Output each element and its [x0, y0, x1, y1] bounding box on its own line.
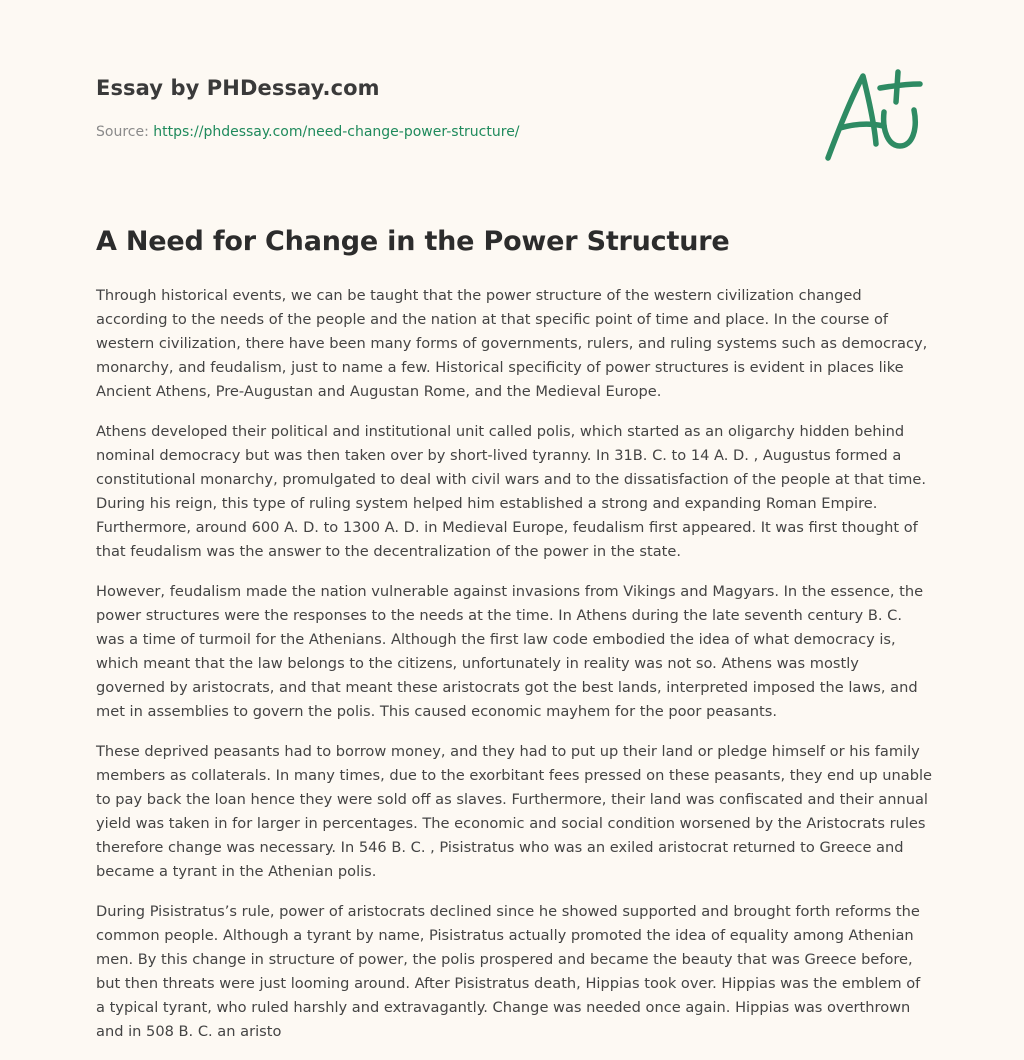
a-plus-logo-icon [818, 66, 928, 166]
essay-body [96, 284, 932, 1060]
essay-paragraph: During Pisistratus’s rule, power of aristocrats declined since he showed supported and brought forth reforms the common people. Although a tyrant by name, Pisistratus actually promoted the idea of equality among Athenian men. By this change in structure of power, the polis prospered and became the beauty that was Greece before, but then threats were just looming around. After Pisistratus death, Hippias took over. Hippias was the emblem of a typical tyrant, who ruled harshly and extravagantly. Change was needed once again. Hippias was overthrown and in 508 B. C. an aristo [96, 903, 921, 1040]
site-name: Essay by PHDessay.com [96, 76, 380, 100]
essay-title: A Need for Change in the Power Structure [96, 226, 730, 257]
essay-paragraph: These deprived peasants had to borrow money, and they had to put up their land or pledge himself or his family members as collaterals. In many times, due to the exorbitant fees pressed on these peasants, they end up unable to pay back the loan hence they were sold off as slaves. Furthermore, their land was confiscated and their annual yield was taken in for larger in percentages. The economic and social condition worsened by the Aristocrats rules therefore change was necessary. In 546 B. C. , Pisistratus who was an exiled aristocrat returned to Greece and became a tyrant in the Athenian polis. [96, 743, 932, 880]
essay-paragraph: Athens developed their political and institutional unit called polis, which started as an oligarchy hidden behind nominal democracy but was then taken over by short-lived tyranny. In 31B. C. to 14 A. D. , Augustus formed a constitutional monarchy, promulgated to deal with civil wars and to the dissatisfaction of the people at that time. During his reign, this type of ruling system helped him established a strong and expanding Roman Empire. Furthermore, around 600 A. D. to 1300 A. D. in Medieval Europe, feudalism first appeared. It was first thought of that feudalism was the answer to the decentralization of the power in the state. [96, 423, 927, 560]
source-link[interactable]: https://phdessay.com/need-change-power-structure/ [153, 124, 520, 140]
essay-paragraph: Through historical events, we can be taught that the power structure of the western civilization changed according to the needs of the people and the nation at that specific point of time and place. In the course of western civilization, there have been many forms of governments, rulers, and ruling systems such as democracy, monarchy, and feudalism, just to name a few. Historical specificity of power structures is evident in places like Ancient Athens, Pre-Augustan and Augustan Rome, and the Medieval Europe. [96, 287, 928, 400]
essay-paragraph: However, feudalism made the nation vulnerable against invasions from Vikings and Magyars. In the essence, the power structures were the responses to the needs at the time. In Athens during the late seventh century B. C. was a time of turmoil for the Athenians. Although the first law code embodied the idea of what democracy is, which meant that the law belongs to the citizens, unfortunately in reality was not so. Athens was mostly governed by aristocrats, and that meant these aristocrats got the best lands, interpreted imposed the laws, and met in assemblies to govern the polis. This caused economic mayhem for the poor peasants. [96, 583, 924, 720]
source-label: Source: [96, 124, 154, 140]
source-line [96, 124, 520, 140]
